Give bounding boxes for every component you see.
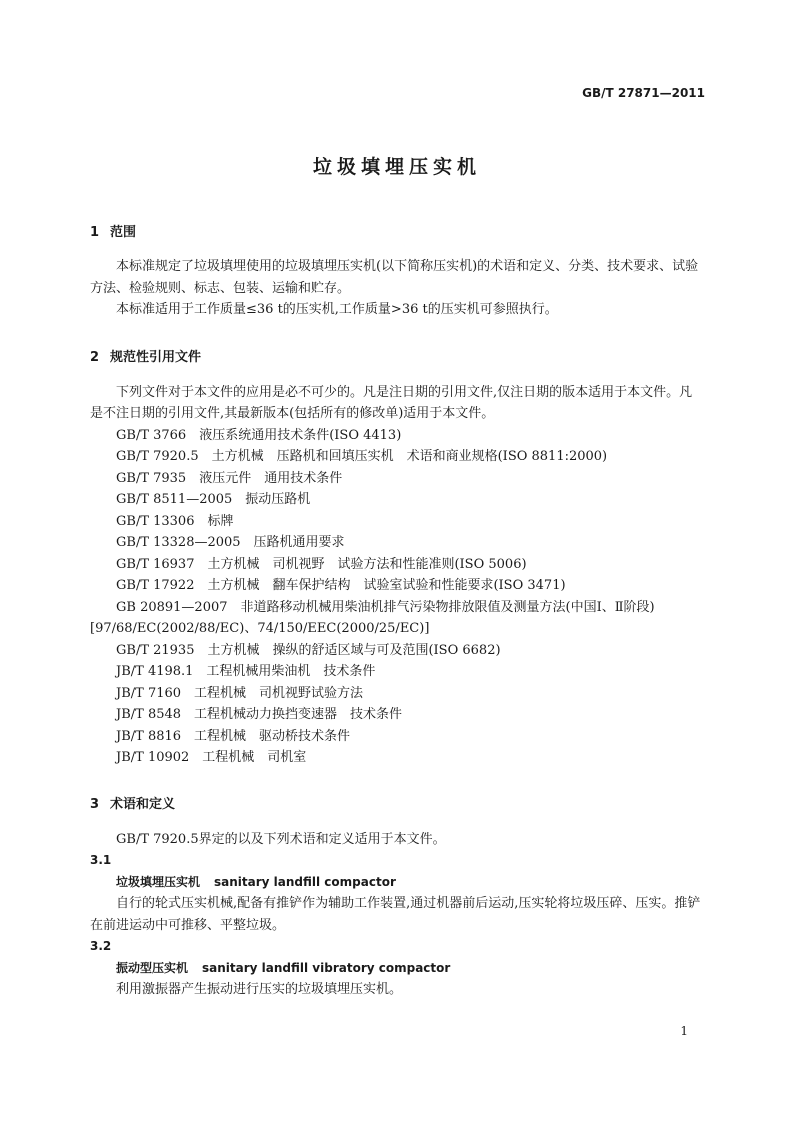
reference-item: GB 20891—2007 非道路移动机械用柴油机排气污染物排放限值及测量方法(中国Ⅰ、Ⅱ阶段) [116,599,655,615]
paragraph: 下列文件对于本文件的应用是必不可少的。凡是注日期的引用文件,仅注日期的版本适用于本文件。凡是不注日期的引用文件,其最新版本(包括所有的修改单)适用于本文件。 [90,384,693,421]
section-heading-references [90,346,704,365]
document-title: 垃圾填埋压实机 [312,156,481,178]
term-definition: 自行的轮式压实机械,配备有推铲作为辅助工作装置,通过机器前后运动,压实轮将垃圾压碎、压实。推铲在前进运动中可推移、平整垃圾。 [90,896,701,933]
term-number: 3.1 [90,853,112,867]
term-number: 3.2 [90,939,112,953]
document-body [90,221,704,1001]
reference-item: JB/T 10902 工程机械 司机室 [116,750,307,765]
reference-item: GB/T 13328—2005 压路机通用要求 [116,535,345,550]
reference-item: GB/T 3766 液压系统通用技术条件(ISO 4413) [116,427,402,443]
term-zh: 垃圾填埋压实机 [116,874,201,889]
section-heading-terms [90,793,704,812]
reference-item: GB/T 8511—2005 振动压路机 [116,492,311,507]
section-title: 范围 [110,225,137,240]
section-number: 3 [90,796,100,812]
reference-item: GB/T 13306 标牌 [116,513,234,529]
section-title: 术语和定义 [110,796,176,812]
reference-item-continuation: [97/68/EC(2002/88/EC)、74/150/EEC(2000/25/EC)] [90,621,430,636]
term-heading [90,958,704,980]
reference-item: JB/T 8816 工程机械 驱动桥技术条件 [116,728,351,744]
reference-item: GB/T 21935 土方机械 操纵的舒适区域与可及范围(ISO 6682) [116,642,501,658]
paragraph: 本标准适用于工作质量≤36 t的压实机,工作质量>36 t的压实机可参照执行。 [116,302,558,317]
paragraph: 本标准规定了垃圾填埋使用的垃圾填埋压实机(以下简称压实机)的术语和定义、分类、技术要求、试验方法、检验规则、标志、包装、运输和贮存。 [90,259,699,296]
section-heading-scope [90,221,704,240]
reference-item: JB/T 7160 工程机械 司机视野试验方法 [116,685,364,701]
section-number: 2 [90,349,100,365]
page-number: 1 [680,1024,688,1038]
section-number: 1 [90,225,100,240]
standard-code: GB/T 27871—2011 [582,86,705,100]
paragraph: GB/T 7920.5界定的以及下列术语和定义适用于本文件。 [116,831,446,847]
reference-item: GB/T 17922 土方机械 翻车保护结构 试验室试验和性能要求(ISO 3471) [116,578,566,593]
reference-item: JB/T 8548 工程机械动力换挡变速器 技术条件 [116,707,403,722]
reference-item: GB/T 7920.5 土方机械 压路机和回填压实机 术语和商业规格(ISO 8811:2000) [116,449,608,464]
term-definition: 利用激振器产生振动进行压实的垃圾填埋压实机。 [116,982,403,997]
reference-item: JB/T 4198.1 工程机械用柴油机 技术条件 [116,664,376,679]
reference-item: GB/T 16937 土方机械 司机视野 试验方法和性能准则(ISO 5006) [116,556,527,572]
section-title: 规范性引用文件 [110,349,202,365]
term-heading [90,872,704,894]
term-en: sanitary landfill vibratory compactor [202,960,451,975]
term-en: sanitary landfill compactor [214,874,396,889]
term-zh: 振动型压实机 [116,960,189,975]
reference-item: GB/T 7935 液压元件 通用技术条件 [116,470,343,486]
